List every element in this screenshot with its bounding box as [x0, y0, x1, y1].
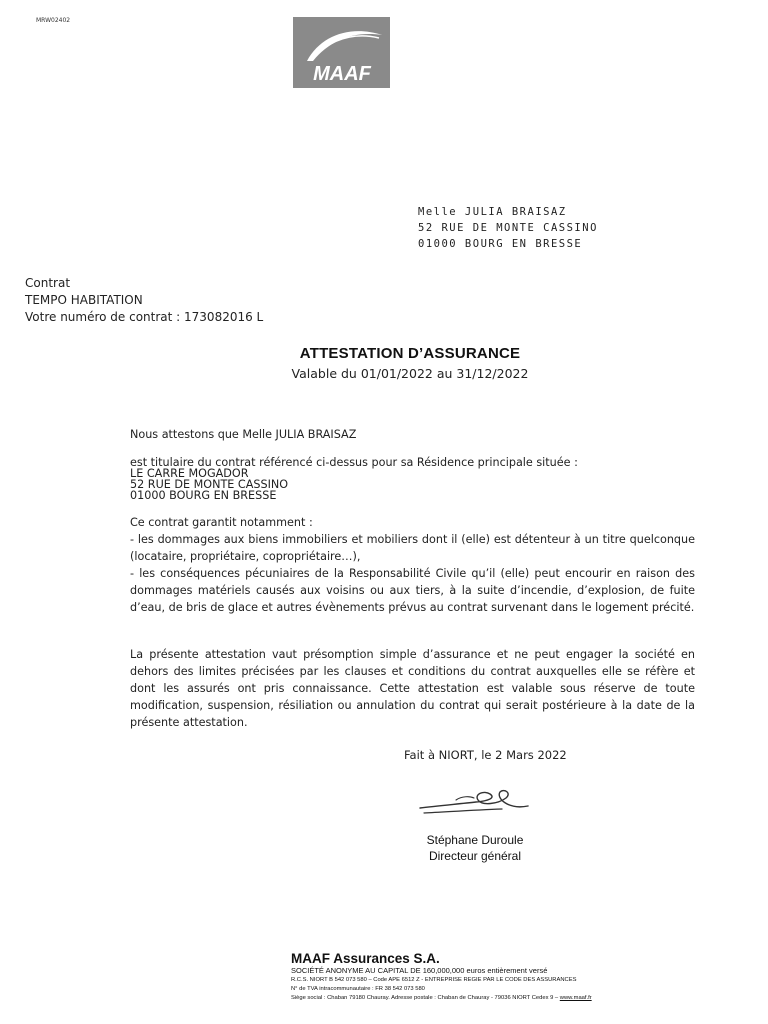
document-reference-code: MRW02402: [36, 17, 71, 24]
footer-address-line: [291, 994, 592, 1003]
contract-info: [25, 275, 263, 326]
footer-vat-line: N° de TVA intracommunautaire : FR 38 542 073 580: [291, 986, 425, 992]
company-name: MAAF Assurances S.A.: [291, 951, 440, 966]
footer-address-text: Siège social : Chaban 79180 Chauray. Adresse postale : Chaban de Chauray - 79036 NIORT Cedex 9 –: [291, 995, 560, 1001]
property-address-line: LE CARRE MOGADOR: [130, 467, 249, 480]
signer-name: Stéphane Duroule: [426, 833, 524, 847]
title-block: [0, 345, 768, 381]
contract-label: Contrat: [25, 276, 71, 290]
signer-title: Directeur général: [428, 849, 522, 863]
disclaimer-paragraph: La présente attestation vaut présomption simple d’assurance et ne peut engager la société en dehors des limites précisées par les clauses et conditions du contrat auxquelles elle se réfère et dont les assurés ont pris connaissance. Cette attestation est valable sous réserve de toute modification, suspension, résiliation ou annulation du contrat qui serait postérieure à la date de la présente attestation.: [130, 648, 695, 729]
validity-period: Valable du 01/01/2022 au 31/12/2022: [291, 366, 529, 381]
document-title: ATTESTATION D’ASSURANCE: [299, 345, 521, 362]
recipient-street: 52 RUE DE MONTE CASSINO: [418, 222, 598, 234]
guarantees-intro: Ce contrat garantit notamment :: [130, 516, 313, 529]
handwritten-signature: [416, 780, 534, 820]
guarantees-section: [130, 514, 695, 616]
website-link[interactable]: www.maaf.fr: [559, 995, 592, 1001]
residence-line: est titulaire du contrat référencé ci-dessus pour sa Résidence principale située :: [130, 456, 578, 469]
signer-block: [390, 832, 560, 864]
footer-capital-line: SOCIÉTÉ ANONYME AU CAPITAL DE 160,000,000 euros entièrement versé: [291, 966, 548, 975]
property-address-line: 01000 BOURG EN BRESSE: [130, 489, 277, 502]
recipient-name: Melle JULIA BRAISAZ: [418, 206, 567, 218]
attestation-line: Nous attestons que Melle JULIA BRAISAZ: [130, 428, 357, 441]
company-footer: [291, 951, 592, 1003]
property-address-line: 52 RUE DE MONTE CASSINO: [130, 478, 289, 491]
recipient-address-block: [418, 204, 598, 252]
guarantee-item: - les dommages aux biens immobiliers et mobiliers dont il (elle) est détenteur à un titre quelconque (locataire, propriétaire, copropriétaire…),: [130, 533, 695, 563]
guarantee-item: - les conséquences pécuniaires de la Responsabilité Civile qu’il (elle) peut encourir en raison des dommages matériels causés aux voisins ou aux tiers, à la suite d’incendie, d’explosion, de fuite d’eau, de bris de glace et autres évènements prévus au contrat survenant dans le logement précité.: [130, 567, 695, 614]
recipient-city: 01000 BOURG EN BRESSE: [418, 238, 583, 250]
contract-number: Votre numéro de contrat : 173082016 L: [25, 310, 264, 324]
property-address: [130, 468, 288, 501]
place-and-date: Fait à NIORT, le 2 Mars 2022: [404, 748, 567, 762]
contract-name: TEMPO HABITATION: [25, 293, 143, 307]
logo-wordmark: MAAF: [313, 63, 371, 85]
maaf-logo: [293, 17, 390, 88]
footer-registration-line: R.C.S. NIORT B 542 073 580 – Code APE 6512 Z - ENTREPRISE REGIE PAR LE CODE DES ASSURANCES: [291, 977, 577, 983]
